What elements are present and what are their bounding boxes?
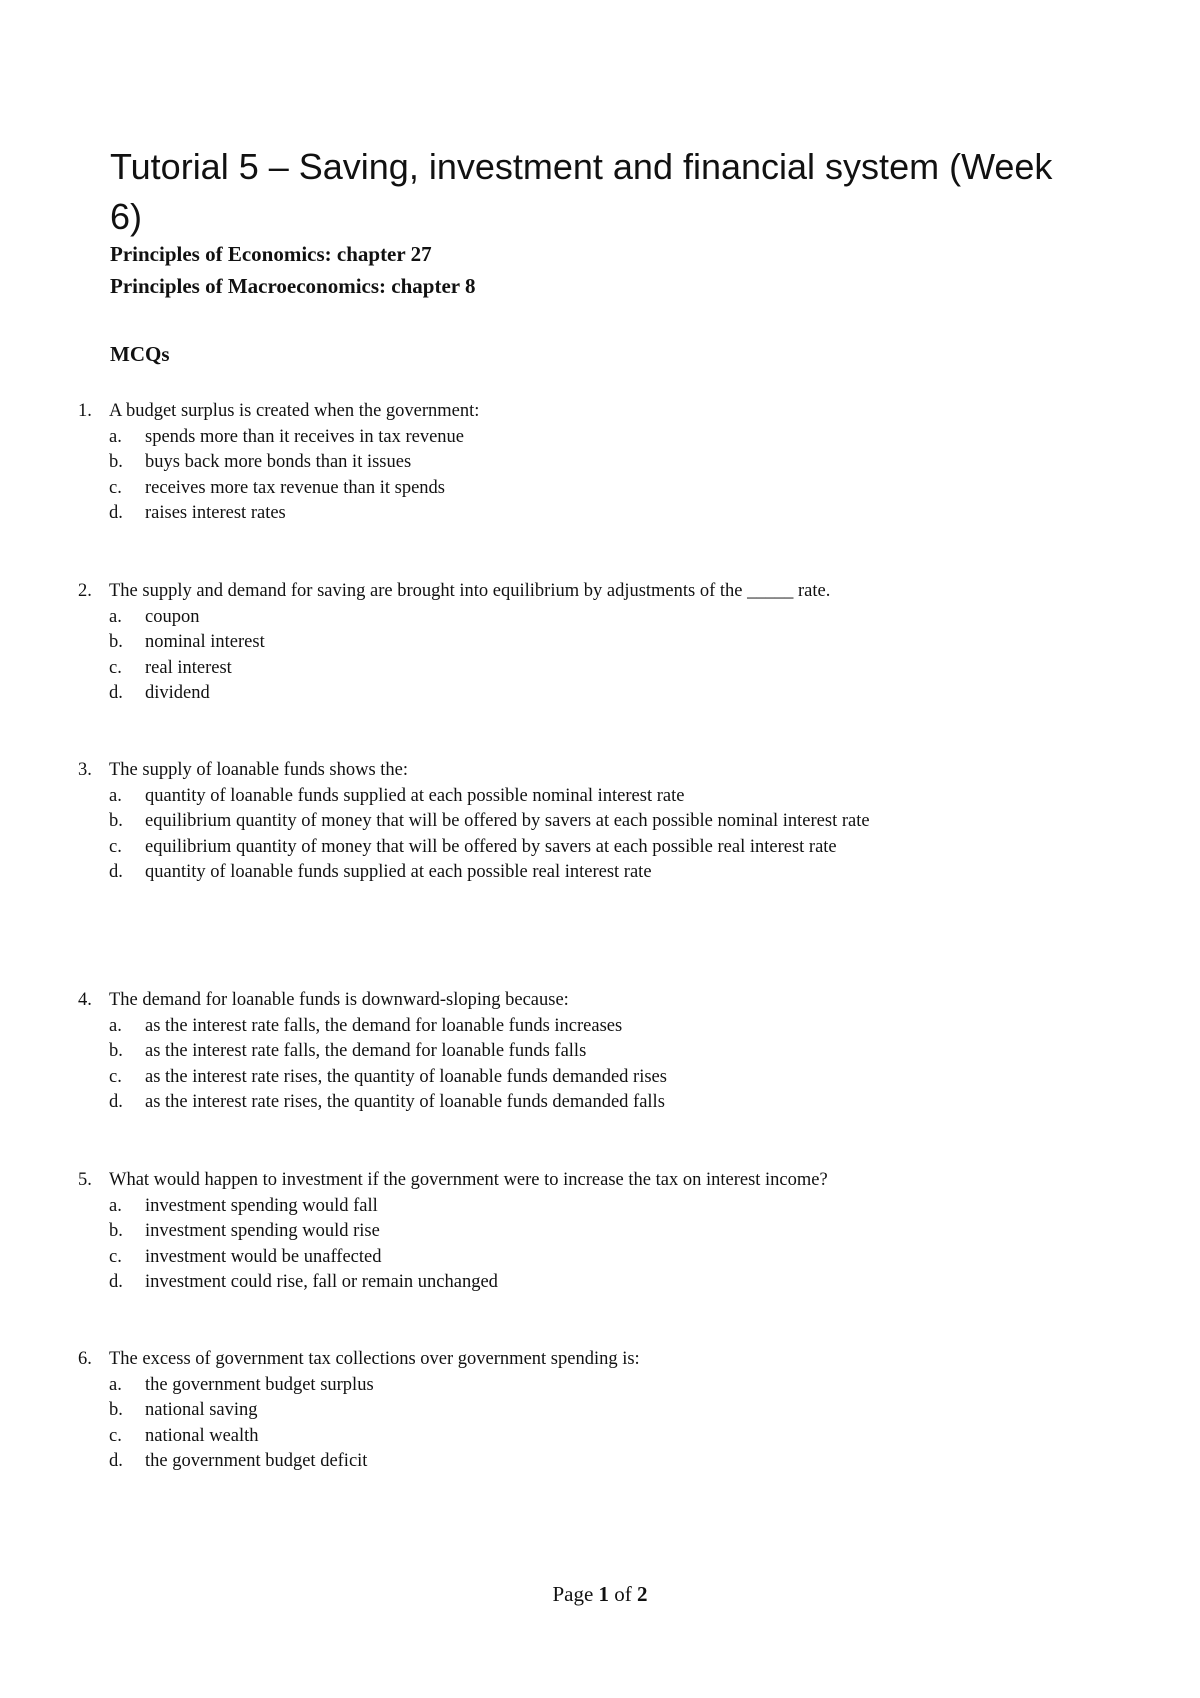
option-c: c. investment would be unaffected xyxy=(109,1246,382,1267)
question-text: The excess of government tax collections over government spending is: xyxy=(109,1349,640,1369)
option-d: d. quantity of loanable funds supplied at each possible real interest rate xyxy=(109,862,652,882)
question-3 xyxy=(78,758,998,886)
question-number: 2. xyxy=(78,581,92,601)
option-c: c. national wealth xyxy=(109,1425,259,1446)
option-d: d. as the interest rate rises, the quantity of loanable funds demanded falls xyxy=(109,1092,665,1112)
option-b: b. investment spending would rise xyxy=(109,1221,380,1241)
option-b: b. as the interest rate falls, the demand for loanable funds falls xyxy=(109,1041,587,1061)
option-b: b. buys back more bonds than it issues xyxy=(109,452,412,472)
option-d: d. investment could rise, fall or remain unchanged xyxy=(109,1272,498,1292)
option-b: b. nominal interest xyxy=(109,632,265,652)
question-number: 4. xyxy=(78,990,92,1010)
question-text: The supply and demand for saving are brought into equilibrium by adjustments of the _____ rate. xyxy=(109,581,831,601)
option-a: a. coupon xyxy=(109,606,200,627)
question-text: The demand for loanable funds is downward-sloping because: xyxy=(109,990,569,1010)
option-a: a. spends more than it receives in tax revenue xyxy=(109,426,465,447)
chapter-reference-macroeconomics: Principles of Macroeconomics: chapter 8 xyxy=(110,274,476,298)
option-a: a. quantity of loanable funds supplied at each possible nominal interest rate xyxy=(109,785,685,806)
option-d: d. dividend xyxy=(109,683,210,703)
page-word: Page xyxy=(552,1582,594,1606)
option-b: b. equilibrium quantity of money that will be offered by savers at each possible nominal interest rate xyxy=(109,811,870,831)
question-text: What would happen to investment if the government were to increase the tax on interest income? xyxy=(109,1170,828,1190)
option-b: b. national saving xyxy=(109,1400,258,1420)
page-footer xyxy=(0,1580,1200,1608)
question-6 xyxy=(78,1347,998,1475)
question-number: 3. xyxy=(78,760,92,780)
option-a: a. the government budget surplus xyxy=(109,1374,374,1395)
option-c: c. equilibrium quantity of money that will be offered by savers at each possible real interest rate xyxy=(109,836,837,857)
question-5 xyxy=(78,1168,998,1296)
question-4 xyxy=(78,988,998,1116)
question-text: A budget surplus is created when the government: xyxy=(109,401,480,421)
current-page-number: 1 xyxy=(598,1582,610,1606)
section-heading-mcqs: MCQs xyxy=(110,342,170,366)
question-text: The supply of loanable funds shows the: xyxy=(109,760,409,780)
option-d: d. the government budget deficit xyxy=(109,1451,368,1471)
of-word: of xyxy=(614,1582,632,1606)
page-title: Tutorial 5 – Saving, investment and financial system (Week 6) xyxy=(110,146,1053,237)
chapter-reference-economics: Principles of Economics: chapter 27 xyxy=(110,242,432,266)
option-a: a. as the interest rate falls, the demand for loanable funds increases xyxy=(109,1015,623,1036)
question-number: 1. xyxy=(78,401,92,421)
total-pages-number: 2 xyxy=(637,1582,648,1606)
question-number: 6. xyxy=(78,1349,92,1369)
option-a: a. investment spending would fall xyxy=(109,1195,378,1216)
option-c: c. as the interest rate rises, the quantity of loanable funds demanded rises xyxy=(109,1066,667,1087)
option-c: c. real interest xyxy=(109,657,232,678)
option-d: d. raises interest rates xyxy=(109,503,286,523)
question-2 xyxy=(78,579,998,707)
question-1 xyxy=(78,399,998,527)
option-c: c. receives more tax revenue than it spends xyxy=(109,477,445,498)
question-number: 5. xyxy=(78,1170,92,1190)
